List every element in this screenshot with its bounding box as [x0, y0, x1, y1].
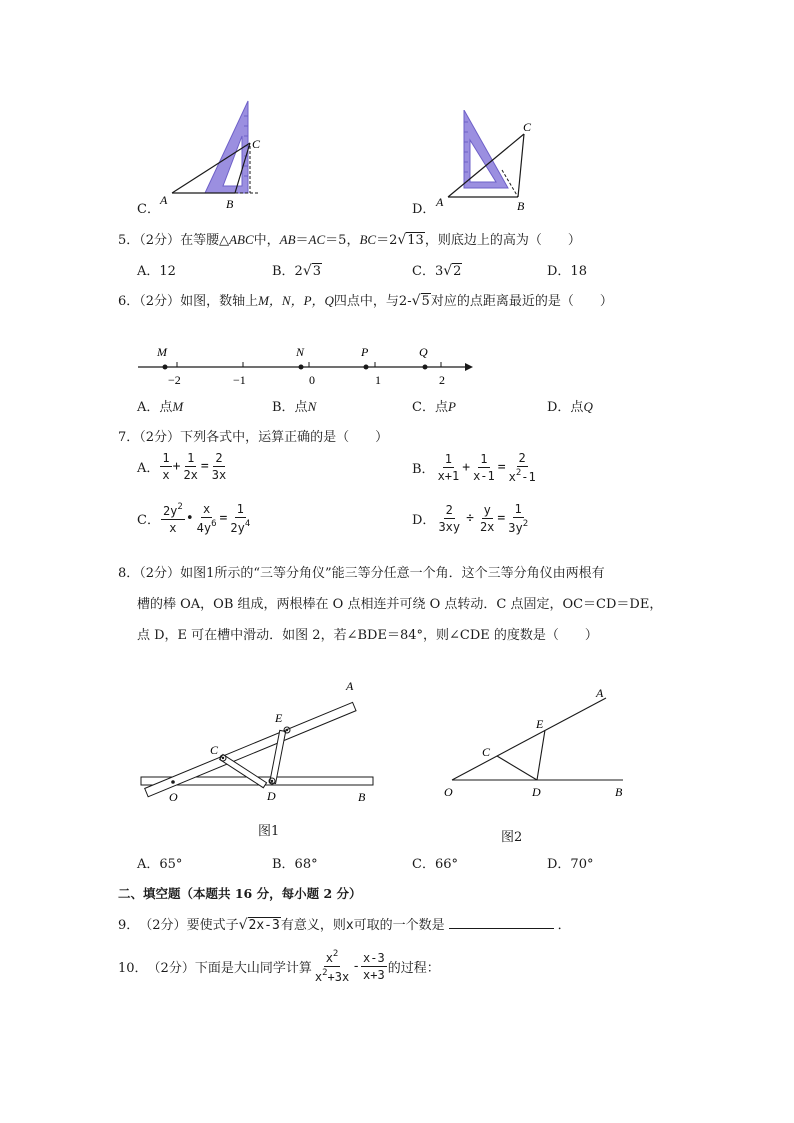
arrow-head-icon [465, 363, 473, 371]
label-b: B [517, 199, 525, 213]
answer-blank[interactable] [449, 928, 554, 929]
q6-option-a[interactable]: A．点M [137, 399, 184, 415]
label-d: D [532, 785, 541, 799]
label-c: C [523, 120, 532, 134]
fig1-caption: 图1 [258, 824, 280, 839]
q9-stem: 9． （2分） 要使式子 √ 2x-3 有意义，则 x 可取的一个数是 ． [118, 917, 571, 933]
tick-label: −1 [233, 373, 246, 387]
q7-option-c[interactable]: C． $\frac{2y^2}{x}$ • $\frac{x}{4y^6}$ = $\frac{1}{2y^4}$ [137, 502, 251, 535]
q8-stem-line1: 8．（2分）如图1所示的“三等分角仪”能三等分任意一个角．这个三等分角仪由两根有 [118, 566, 605, 581]
q8-stem-line2: 槽的棒 OA，OB 组成，两根棒在 O 点相连并可绕 O 点转动．C 点固定，OC＝CD＝DE， [137, 597, 663, 612]
tick-label: 1 [375, 373, 381, 387]
number-line [130, 340, 475, 390]
q8-option-a[interactable]: A．65° [137, 857, 183, 872]
q8-option-d[interactable]: D．70° [547, 857, 594, 872]
q5-option-b[interactable]: B．2√3 [272, 263, 322, 279]
point-m [163, 365, 168, 370]
tick-label: 2 [439, 373, 445, 387]
label-c: C [252, 137, 261, 151]
q6-stem: 6．（2分）如图，数轴上M，N，P，Q四点中，与2-√5对应的点距离最近的是（ ） [118, 293, 613, 309]
label-a: A [160, 193, 168, 207]
tick-label: −2 [168, 373, 181, 387]
label-a: A [596, 686, 604, 700]
q7-option-a[interactable]: A． $\frac{1}{x}$ + $\frac{1}{2x}$ = $\frac{2}{3x}$ [137, 451, 227, 482]
label-a: A [346, 679, 354, 693]
q6-option-b[interactable]: B．点N [272, 399, 317, 415]
fig2-caption: 图2 [501, 830, 523, 845]
section-title: 二、填空题（本题共 16 分，每小题 2 分） [118, 886, 362, 901]
label-b: B [226, 197, 234, 211]
q6-option-c[interactable]: C．点P [412, 399, 456, 415]
q4-option-c-label: C． [137, 202, 160, 217]
point-label: P [361, 345, 369, 359]
point-label: N [296, 345, 305, 359]
q8-figure-1 [135, 676, 380, 811]
label-c: C [210, 743, 219, 757]
q7-option-b[interactable]: B． $\frac{1}{x+1}$ + $\frac{1}{x-1}$ = $\frac{2}{x^2-1}$ [412, 451, 536, 484]
q7-stem: 7．（2分）下列各式中，运算正确的是（ ） [118, 430, 389, 445]
q4-figure-d [428, 110, 548, 216]
q4-option-d-label: D． [412, 202, 436, 217]
label-o: O [444, 785, 453, 799]
tick-label: 0 [309, 373, 315, 387]
point-label: M [157, 345, 167, 359]
label-c: C [482, 745, 491, 759]
q10-stem: 10． （2分） 下面是大山同学计算 $\frac{x^2}{x^2+3x}$ - $\frac{x-3}{x+3}$ 的过程： [118, 949, 440, 984]
label-e: E [536, 717, 544, 731]
q5-option-d[interactable]: D．18 [547, 264, 587, 279]
label-a: A [436, 195, 444, 209]
q8-option-c[interactable]: C．66° [412, 857, 458, 872]
point-p [364, 365, 369, 370]
q8-option-b[interactable]: B．68° [272, 857, 318, 872]
q6-option-d[interactable]: D．点Q [547, 399, 593, 415]
q8-stem-line3: 点 D，E 可在槽中滑动．如图 2，若∠BDE＝84°，则∠CDE 的度数是（ ） [137, 628, 598, 643]
label-e: E [275, 711, 283, 725]
label-d: D [267, 789, 276, 803]
q8-figure-2 [440, 682, 640, 802]
q5-option-c[interactable]: C．3√2 [412, 263, 462, 279]
point-label: Q [419, 345, 428, 359]
q5-option-a[interactable]: A．12 [137, 264, 176, 279]
point-n [299, 365, 304, 370]
point-q [423, 365, 428, 370]
q7-option-d[interactable]: D． $\frac{2}{3xy}$ ÷ $\frac{y}{2x}$ = $\frac{1}{3y^2}$ [412, 502, 529, 535]
label-b: B [358, 790, 366, 804]
label-o: O [169, 790, 178, 804]
q4-figure-c [150, 96, 275, 216]
q5-stem: 5．（2分）在等腰△ABC中，AB＝AC＝5，BC＝2√13，则底边上的高为（ ） [118, 232, 581, 248]
label-b: B [615, 785, 623, 799]
